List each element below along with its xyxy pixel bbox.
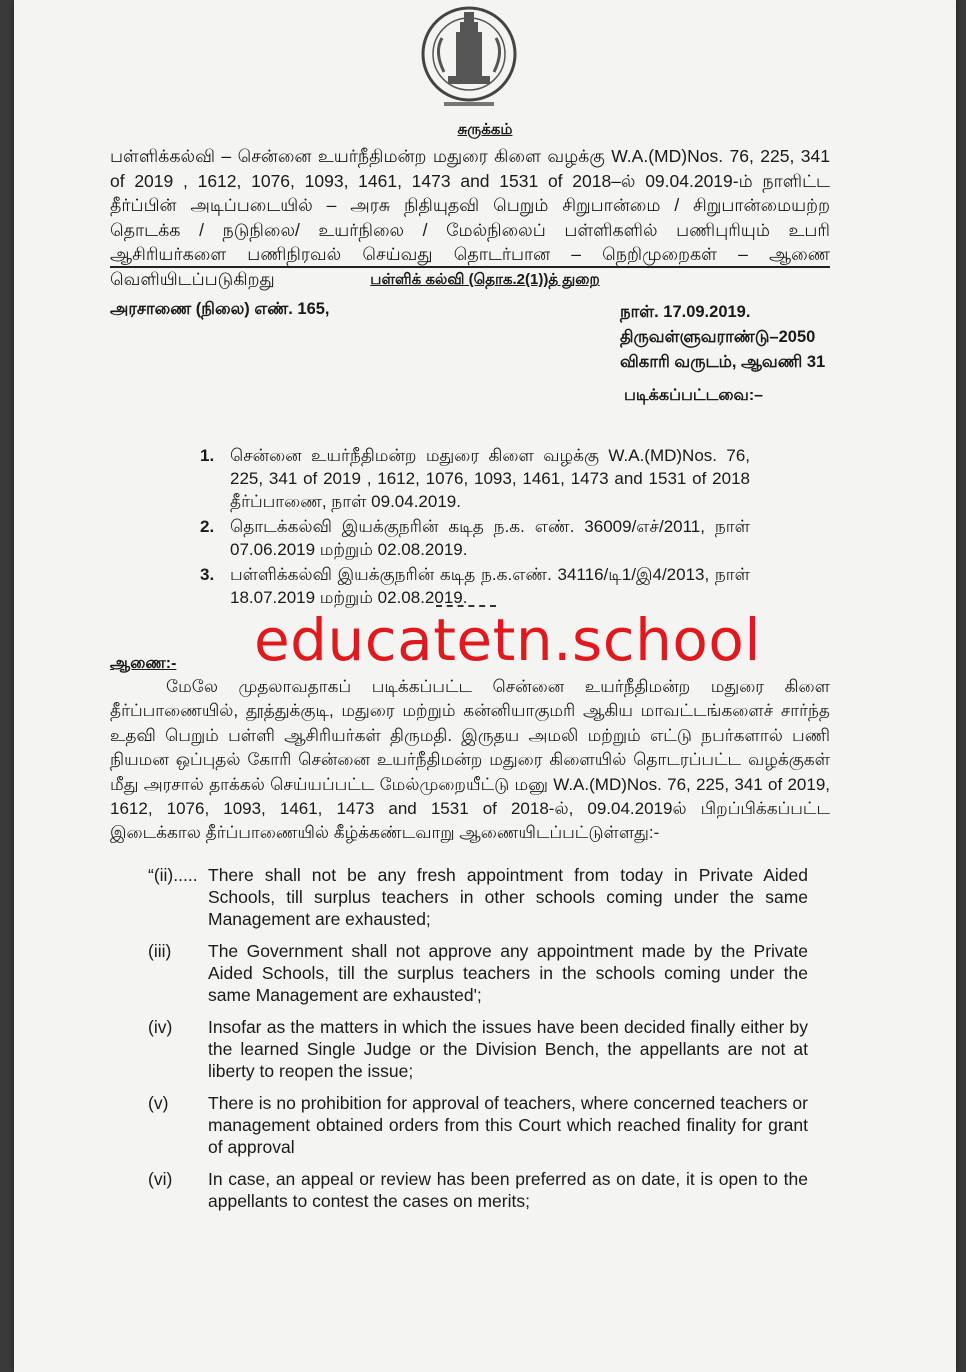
reference-text: சென்னை உயர்நீதிமன்ற மதுரை கிளை வழக்கு W.A.(MD)Nos. 76, 225, 341 of 2019 , 1612, 1076, 1093, 1461, 1473 and 1531 of 2018 தீர்ப்பாணை, நாள் 09.04.2019. <box>230 446 750 511</box>
clause-number: (v) <box>148 1093 169 1113</box>
document-page <box>14 0 956 1372</box>
date-block <box>620 300 825 375</box>
clause-text: The Government shall not approve any appointment made by the Private Aided Schools, till the surplus teachers in the schools coming under the same Management are exhausted'; <box>208 941 808 1005</box>
clause-number: (iv) <box>148 1017 173 1037</box>
clause-list <box>148 864 808 1222</box>
reference-number: 2. <box>200 517 215 536</box>
watermark-text: educatetn.school <box>254 606 762 674</box>
clause-item <box>148 864 808 930</box>
order-label: ஆணை:- <box>110 655 177 672</box>
reference-item <box>200 444 750 513</box>
reference-item <box>200 563 750 609</box>
divider <box>110 266 830 268</box>
summary-heading: சுருக்கம் <box>457 121 513 138</box>
clause-item <box>148 1168 808 1212</box>
go-number: அரசாணை (நிலை) எண். 165, <box>110 300 330 318</box>
department-heading: பள்ளிக் கல்வி (தொக.2(1))த் துறை <box>370 271 600 288</box>
subject-text: பள்ளிக்கல்வி – சென்னை உயர்நீதிமன்ற மதுரை கிளை வழக்கு W.A.(MD)Nos. 76, 225, 341 of 2019 , 1612, 1076, 1093, 1461, 1473 and 1531 of 2018–ல் 09.04.2019-ம் நாளிட்ட தீர்ப்பின் அடிப்படையில் – அரசு நிதியுதவி பெறும் சிறுபான்மை / சிறுபான்மையற்ற தொடக்க / நடுநிலை/ உயர்நிலை / மேல்நிலைப் பள்ளிகளில் பணிபுரியும் உபரி ஆசிரியர்களை பணிநிரவல் செய்வது தொடர்பான – நெறிமுறைகள் – ஆணை வெளியிடப்படுகிறது <box>110 146 830 289</box>
clause-text: There is no prohibition for approval of teachers, where concerned teachers or management obtained orders from this Court which reached finality for grant of approval <box>208 1093 808 1157</box>
reference-text: பள்ளிக்கல்வி இயக்குநரின் கடித ந.க.எண். 34116/டி1/இ4/2013, நாள் 18.07.2019 மற்றும் 02.08.2019. <box>230 565 750 607</box>
clause-number: (vi) <box>148 1169 173 1189</box>
tamil-year: திருவள்ளுவராண்டு–2050 <box>620 328 816 346</box>
clause-text: Insofar as the matters in which the issues have been decided finally either by the learned Single Judge or the Division Bench, the appellants are not at liberty to reopen the issue; <box>208 1017 808 1081</box>
reference-text: தொடக்கல்வி இயக்குநரின் கடித ந.க. எண். 36009/எச்/2011, நாள் 07.06.2019 மற்றும் 02.08.2019. <box>230 517 750 559</box>
clause-number: (iii) <box>148 941 172 961</box>
reference-number: 1. <box>200 446 215 465</box>
clause-text: There shall not be any fresh appointment from today in Private Aided Schools, till surplus teachers in other schools coming under the same Management are exhausted; <box>208 865 808 929</box>
clause-number: “(ii)..... <box>148 865 198 885</box>
clause-text: In case, an appeal or review has been preferred as on date, it is open to the appellants to contest the cases on merits; <box>208 1169 808 1211</box>
reference-number: 3. <box>200 565 215 584</box>
order-date: நாள். 17.09.2019. <box>620 303 751 321</box>
tamil-month: விகாரி வருடம், ஆவணி 31 <box>620 353 826 371</box>
clause-item <box>148 1092 808 1158</box>
order-paragraph: மேலே முதலாவதாகப் படிக்கப்பட்ட சென்னை உயர்நீதிமன்ற மதுரை கிளை தீர்ப்பாணையில், தூத்துக்குடி, மதுரை மற்றும் கன்னியாகுமரி ஆகிய மாவட்டங்களைச் சார்ந்த உதவி பெறும் பள்ளி ஆசிரியர்கள் திருமதி. இருதய அமலி மற்றும் எட்டு நபர்களால் பணி நியமன ஒப்புதல் கோரி சென்னை உயர்நீதிமன்ற மதுரை கிளையில் தொடரப்பட்ட வழக்குகள் மீது அரசால் தாக்கல் செய்யப்பட்ட மேல்முறையீட்டு மனு W.A.(MD)Nos. 76, 225, 341 of 2019, 1612, 1076, 1093, 1461, 1473 and 1531 of 2018-ல், 09.04.2019ல் பிறப்பிக்கப்பட்ட இடைக்கால தீர்ப்பாணையில் கீழ்க்கண்டவாறு ஆணையிடப்பட்டுள்ளது:- <box>110 677 830 843</box>
clause-item <box>148 1016 808 1082</box>
reference-item <box>200 515 750 561</box>
tamil-nadu-emblem-icon <box>404 2 534 112</box>
reference-list <box>200 444 750 611</box>
clause-item <box>148 940 808 1006</box>
read-label: படிக்கப்பட்டவை:– <box>624 387 764 404</box>
